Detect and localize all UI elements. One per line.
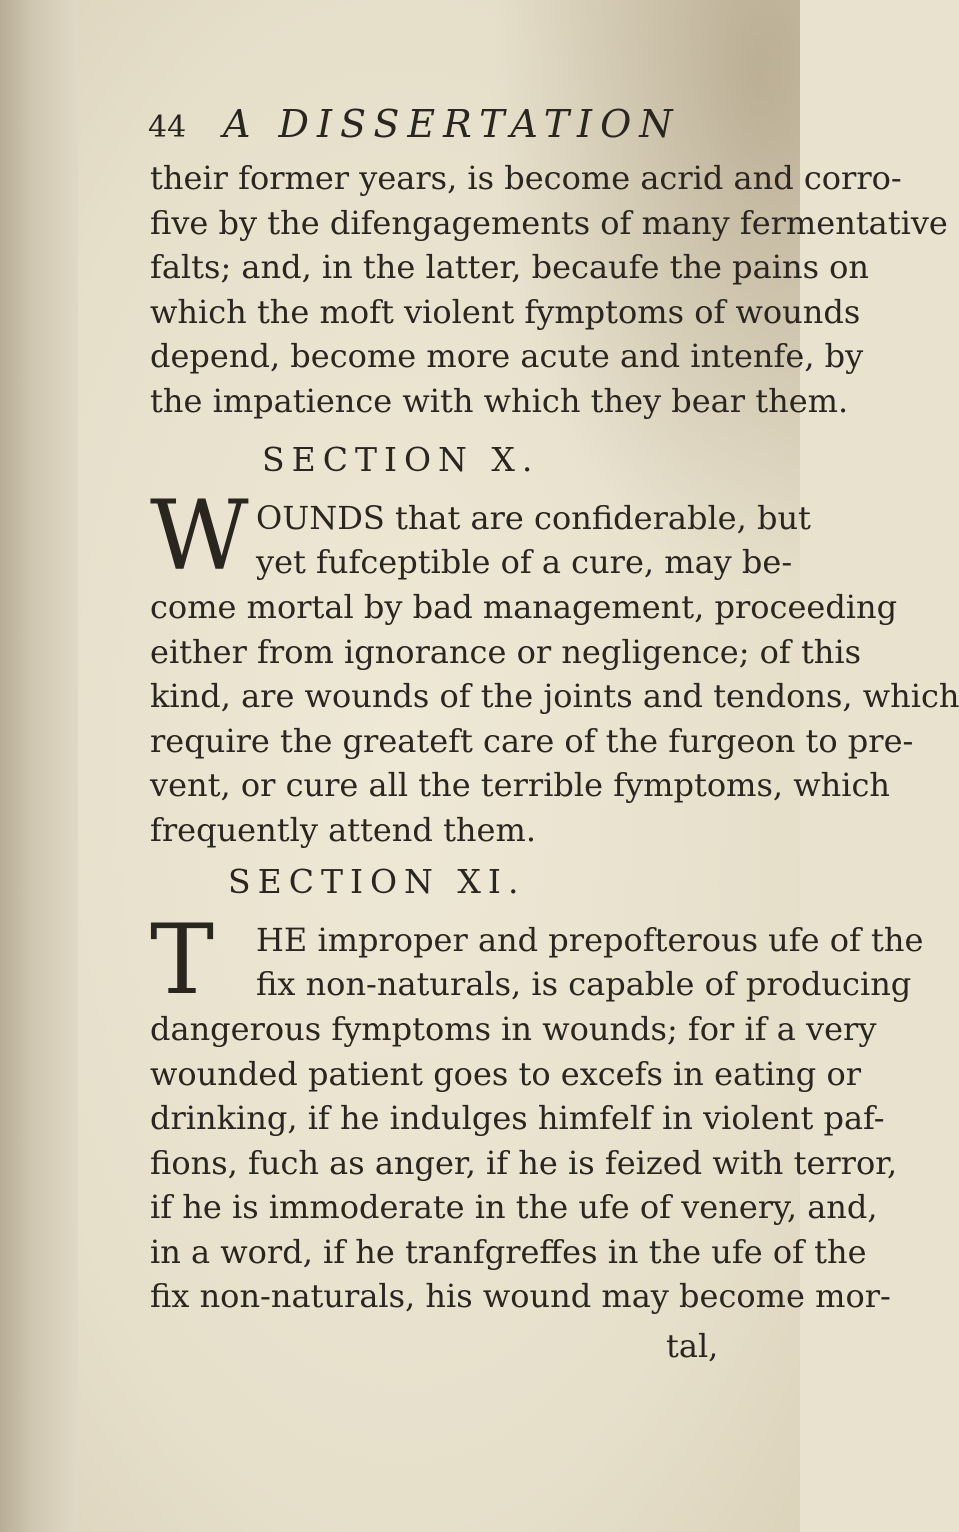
text-line: either from ignorance or negligence; of this — [150, 632, 862, 671]
text-line: fions, fuch as anger, if he is feized with terror, — [150, 1143, 898, 1182]
section-xi-second-line: fix non-naturals, is capable of producing — [256, 965, 912, 1003]
section-x-first-line: OUNDS that are confiderable, but — [256, 499, 811, 537]
section-xi-drop-cap: T — [150, 904, 215, 1016]
text-line: which the moft violent fymptoms of wounds — [150, 292, 861, 331]
opening-paragraph — [150, 156, 948, 423]
text-line: five by the difengagements of many fermentative — [150, 203, 948, 242]
text-line: wounded patient goes to excefs in eating or — [150, 1054, 861, 1093]
section-xi-heading: SECTION XI. — [228, 862, 526, 901]
text-line: vent, or cure all the terrible fymptoms, which — [150, 766, 890, 804]
text-line: in a word, if he tranfgreffes in the ufe of the — [150, 1232, 867, 1271]
text-line: falts; and, in the latter, becaufe the pains on — [150, 248, 870, 286]
catchword: tal, — [666, 1327, 719, 1365]
section-xi-first-line: HE improper and prepofterous ufe of the — [256, 921, 924, 959]
text-line: drinking, if he indulges himfelf in violent paf- — [150, 1099, 885, 1137]
text-line: if he is immoderate in the ufe of venery, and, — [150, 1188, 878, 1226]
section-x-second-line: yet fufceptible of a cure, may be- — [256, 543, 793, 581]
running-title: A DISSERTATION — [223, 102, 681, 146]
text-line: come mortal by bad management, proceeding — [150, 588, 898, 626]
text-line: the impatience with which they bear them. — [150, 381, 849, 420]
text-line: frequently attend them. — [150, 810, 536, 849]
text-line: depend, become more acute and intenfe, by — [150, 337, 864, 375]
page-header — [148, 102, 768, 162]
section-x-drop-cap: W — [150, 480, 249, 592]
text-line: kind, are wounds of the joints and tendons, which — [150, 677, 959, 715]
text-line: fix non-naturals, his wound may become mor- — [150, 1277, 891, 1315]
section-xi-paragraph — [150, 1007, 898, 1319]
section-x-paragraph — [150, 585, 959, 852]
text-line: require the greateft care of the furgeon to pre- — [150, 721, 914, 760]
text-line: dangerous fymptoms in wounds; for if a very — [150, 1010, 877, 1048]
section-x-heading: SECTION X. — [262, 440, 540, 479]
page-gutter-shadow — [0, 0, 78, 1532]
text-line: their former years, is become acrid and corro- — [150, 159, 902, 197]
page-number: 44 — [148, 110, 187, 145]
